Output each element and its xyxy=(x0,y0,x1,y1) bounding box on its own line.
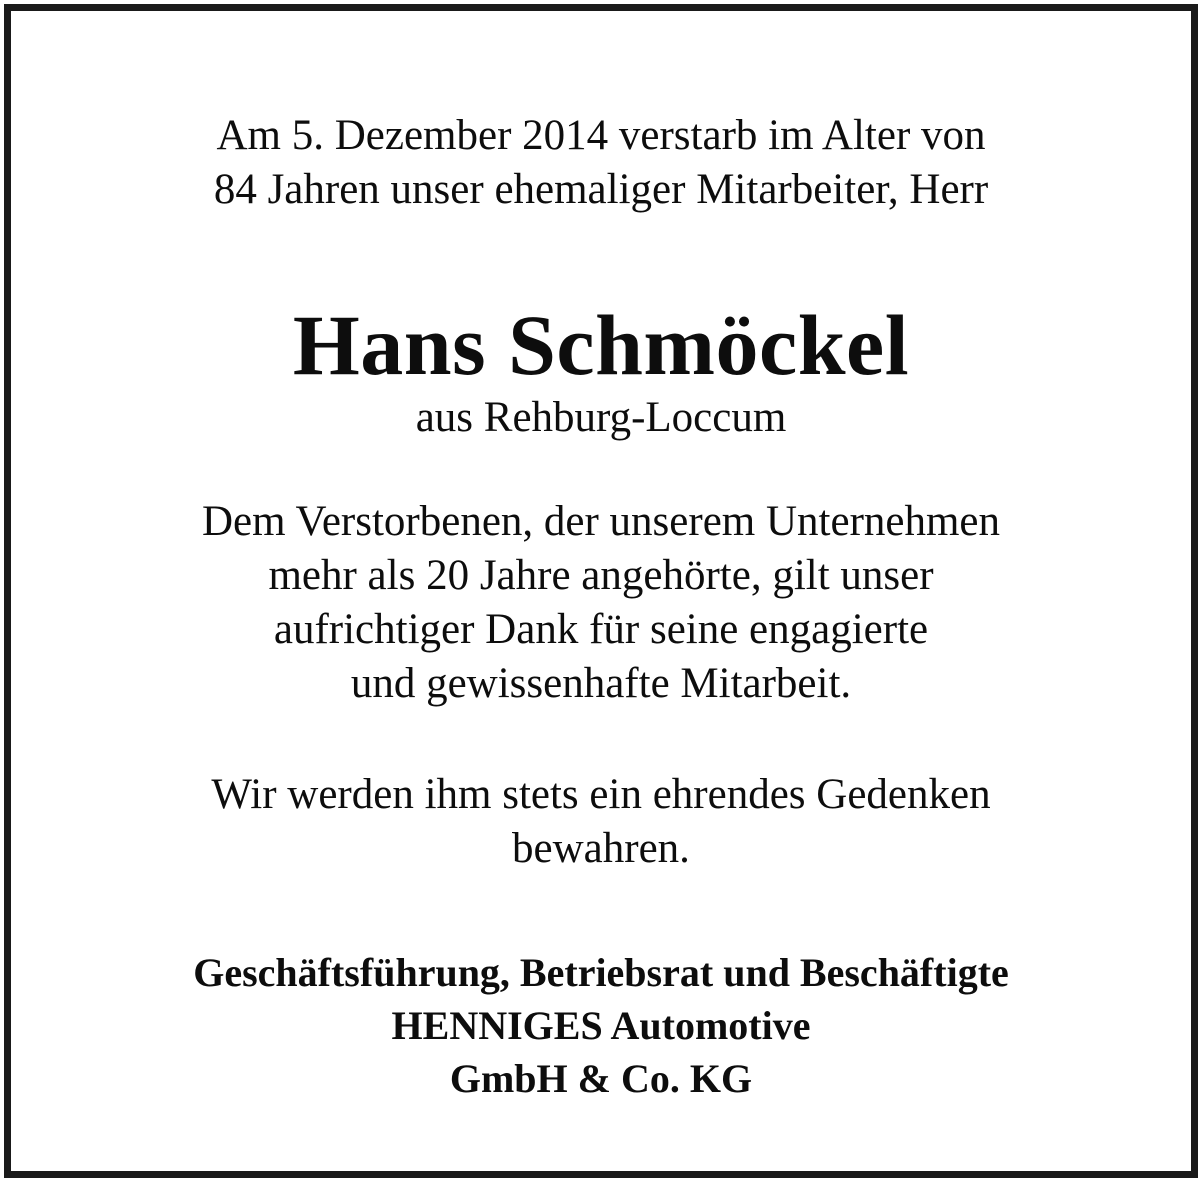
thanks-paragraph xyxy=(11,495,1191,711)
intro-line: 84 Jahren unser ehemaliger Mitarbeiter, Herr xyxy=(213,166,989,213)
thanks-line: und gewissenhafte Mitarbeit. xyxy=(350,660,852,707)
memory-line: bewahren. xyxy=(512,825,690,872)
signature-line: Geschäftsführung, Betriebsrat und Beschäftigte xyxy=(193,950,1009,995)
obituary-notice xyxy=(4,4,1198,1178)
thanks-line: Dem Verstorbenen, der unserem Unternehmen xyxy=(201,498,1001,545)
signature-company: HENNIGES Automotive xyxy=(391,1003,811,1048)
intro-paragraph xyxy=(11,109,1191,217)
deceased-origin: aus Rehburg-Loccum xyxy=(415,394,787,441)
memory-line: Wir werden ihm stets ein ehrendes Gedenken xyxy=(211,771,991,818)
signature-block xyxy=(11,946,1191,1105)
memory-paragraph xyxy=(11,768,1191,876)
intro-line: Am 5. Dezember 2014 verstarb im Alter von xyxy=(216,112,986,159)
thanks-line: aufrichtiger Dank für seine engagierte xyxy=(273,606,929,653)
deceased-name: Hans Schmöckel xyxy=(292,297,910,393)
thanks-line: mehr als 20 Jahre angehörte, gilt unser xyxy=(268,552,934,599)
signature-legal-form: GmbH & Co. KG xyxy=(449,1056,753,1101)
